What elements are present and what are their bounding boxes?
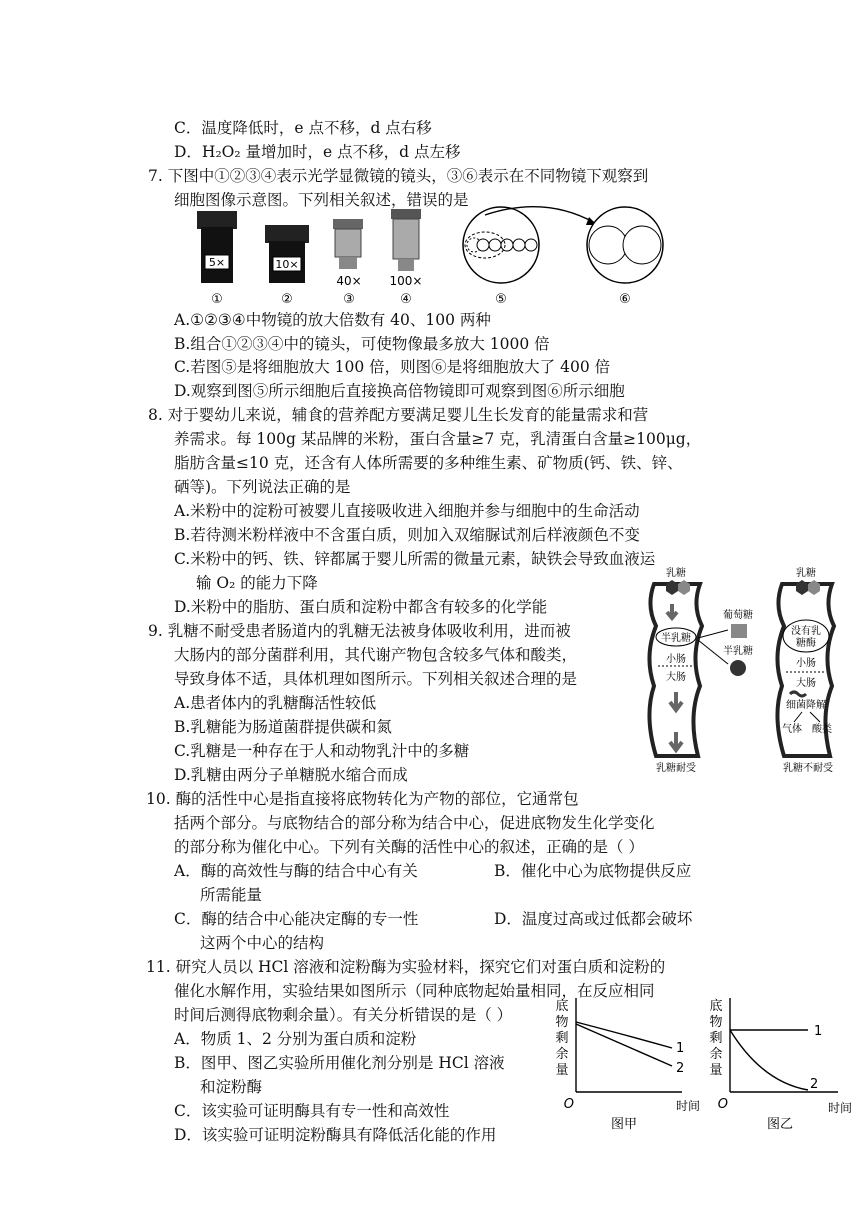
galactose-label: 半乳糖	[661, 633, 691, 644]
q11-option-b-line1: B．图甲、图乙实验所用催化剂分别是 HCl 溶液	[174, 1054, 505, 1072]
q10-option-c: C．酶的结合中心能决定酶的专一性	[174, 910, 419, 928]
intestine-tolerant	[649, 566, 702, 774]
small-intestine-left: 小肠	[666, 654, 686, 665]
q7-option-c: C.若图⑤是将细胞放大 100 倍，则图⑥是将细胞放大了 400 倍	[174, 358, 611, 376]
q9-option-d: D.乳糖由两分子单糖脱水缩合而成	[174, 766, 408, 784]
graph-yi	[709, 998, 852, 1132]
eyepiece-10x-icon	[265, 225, 309, 283]
curve-a-2	[576, 1024, 672, 1066]
num-4: ④	[400, 292, 412, 307]
origin-a: O	[563, 1097, 574, 1112]
q11-option-b-line2: 和淀粉酶	[200, 1078, 263, 1096]
objective-100x-icon	[390, 209, 423, 288]
lens3-label: 40×	[336, 274, 362, 288]
q10-stem-line2: 括两个部分。与底物结合的部分称为结合中心，促进底物发生化学变化	[174, 814, 655, 832]
q11-stem-line2: 催化水解作用，实验结果如图所示（同种底物起始量相同，在反应相同	[174, 982, 655, 1000]
bacteria-label: 细菌降解	[786, 700, 826, 711]
num-5: ⑤	[495, 292, 507, 307]
q8-stem-line3: 脂肪含量≤10 克，还含有人体所需要的多种维生素、矿物质(钙、铁、锌、	[174, 454, 683, 472]
large-intestine-left: 大肠	[666, 672, 686, 683]
q9-stem-line2: 大肠内的部分菌群利用，其代谢产物包含较多气体和酸类，	[174, 646, 578, 664]
caption-b: 图乙	[766, 1117, 794, 1132]
q9-stem-line3: 导致身体不适，具体机理如图所示。下列相关叙述合理的是	[174, 670, 578, 688]
origin-b: O	[717, 1097, 728, 1112]
graph-jia	[555, 998, 700, 1132]
field-of-view-6	[587, 207, 663, 283]
acid-label: 酸类	[812, 724, 832, 735]
tolerant-label: 乳糖耐受	[656, 763, 696, 774]
large-intestine-right: 大肠	[796, 678, 816, 689]
q8-stem-line1: 8. 对于婴幼儿来说，辅食的营养配方要满足婴儿生长发育的能量需求和营	[148, 406, 649, 424]
q8-option-b: B.若待测米粉样液中不含蛋白质，则加入双缩脲试剂后样液颜色不变	[174, 526, 640, 544]
q9-option-c: C.乳糖是一种存在于人和动物乳汁中的多糖	[174, 742, 470, 760]
lens1-label: 5×	[208, 256, 226, 269]
microscope-lens-figure	[185, 205, 675, 310]
xlabel-a: 时间	[676, 1099, 701, 1113]
q11-stem-line3: 时间后测得底物剩余量）。有关分析错误的是（ ）	[174, 1006, 513, 1024]
q7-option-d: D.观察到图⑤所示细胞后直接换高倍物镜即可观察到图⑥所示细胞	[174, 382, 625, 400]
no-enzyme-label-1: 没有乳	[791, 626, 821, 637]
q7-stem-line1: 7. 下图中①②③④表示光学显微镜的镜头，③⑥表示在不同物镜下观察到	[148, 167, 649, 185]
gas-label: 气体	[782, 724, 802, 735]
ylabel-a-1: 底	[555, 999, 569, 1014]
q8-option-a: A.米粉中的淀粉可被婴儿直接吸收进入细胞并参与细胞中的生命活动	[174, 502, 640, 520]
q10-option-a: A．酶的高效性与酶的结合中心有关	[174, 862, 418, 880]
lactose-label-left: 乳糖	[666, 568, 686, 579]
q9-stem-line1: 9. 乳糖不耐受患者肠道内的乳糖无法被身体吸收利用，进而被	[148, 622, 571, 640]
eyepiece-5x-icon	[197, 211, 237, 283]
ylabel-b-5: 量	[709, 1063, 723, 1078]
curve-a-1-label: 1	[676, 1041, 685, 1056]
ylabel-a-5: 量	[555, 1063, 569, 1078]
q10-stem-line1: 10. 酶的活性中心是指直接将底物转化为产物的部位，它通常包	[146, 790, 579, 808]
intolerant-label: 乳糖不耐受	[783, 763, 833, 774]
q10-option-d-line1: D．温度过高或过低都会破坏	[494, 910, 693, 928]
q8-stem-line2: 养需求。每 100g 某品牌的米粉，蛋白含量≥7 克，乳清蛋白含量≥100μg，	[174, 430, 702, 448]
curve-a-1	[576, 1022, 672, 1048]
num-2: ②	[281, 292, 293, 307]
ylabel-a-4: 余	[555, 1047, 569, 1062]
ylabel-a-2: 物	[555, 1015, 569, 1030]
curve-b-1-label: 1	[814, 1024, 823, 1039]
q7-option-b: B.组合①②③④中的镜头，可使物像最多放大 1000 倍	[174, 335, 550, 353]
q7-option-a: A.①②③④中物镜的放大倍数有 40、100 两种	[174, 311, 491, 329]
q11-option-d: D．该实验可证明淀粉酶具有降低活化能的作用	[174, 1126, 497, 1144]
q11-stem-line1: 11. 研究人员以 HCl 溶液和淀粉酶为实验材料，探究它们对蛋白质和淀粉的	[146, 958, 666, 976]
xlabel-b: 时间	[828, 1101, 853, 1115]
intestine-intolerant	[777, 566, 834, 774]
q11-option-c: C．该实验可证明酶具有专一性和高效性	[174, 1102, 450, 1120]
curve-b-2-label: 2	[810, 1077, 819, 1092]
q8-option-d: D.米粉中的脂肪、蛋白质和淀粉中都含有较多的化学能	[174, 598, 548, 616]
q8-option-c-line2: 输 O₂ 的能力下降	[196, 574, 318, 592]
q6-option-d: D．H₂O₂ 量增加时，e 点不移，d 点左移	[174, 143, 461, 161]
substrate-graphs	[552, 992, 858, 1142]
ylabel-a-3: 剩	[555, 1031, 569, 1046]
q8-stem-line4: 硒等)。下列说法正确的是	[174, 478, 351, 496]
num-6: ⑥	[619, 292, 631, 307]
q10-option-b-line2: 所需能量	[200, 886, 263, 904]
lactose-label-right: 乳糖	[796, 568, 816, 579]
lens2-label: 10×	[275, 258, 299, 271]
q6-option-c: C．温度降低时，e 点不移，d 点右移	[174, 119, 432, 137]
q11-option-a: A．物质 1、2 分别为蛋白质和淀粉	[174, 1030, 417, 1048]
q9-option-b: B.乳糖能为肠道菌群提供碳和氮	[174, 718, 392, 736]
num-3: ③	[343, 292, 355, 307]
q7-stem-line2: 细胞图像示意图。下列相关叙述，错误的是	[174, 191, 469, 209]
objective-40x-icon	[333, 219, 363, 288]
ylabel-b-1: 底	[709, 999, 723, 1014]
q9-option-a: A.患者体内的乳糖酶活性较低	[174, 694, 377, 712]
glucose-label: 葡萄糖	[723, 610, 753, 621]
ylabel-b-2: 物	[709, 1015, 723, 1030]
lens4-label: 100×	[389, 274, 423, 288]
num-1: ①	[211, 292, 223, 307]
ylabel-b-3: 剩	[709, 1031, 723, 1046]
galactose-label-mid: 半乳糖	[723, 646, 753, 657]
q10-stem-line3: 的部分称为催化中心。下列有关酶的活性中心的叙述，正确的是（ ）	[174, 838, 644, 856]
q10-option-b-line1: B．催化中心为底物提供反应	[494, 862, 692, 880]
q8-option-c-line1: C.米粉中的钙、铁、锌都属于婴儿所需的微量元素，缺铁会导致血液运	[174, 550, 656, 568]
lactose-mechanism-figure	[632, 566, 854, 778]
caption-a: 图甲	[610, 1117, 638, 1132]
ylabel-b-4: 余	[709, 1047, 723, 1062]
curve-b-2	[730, 1030, 808, 1090]
curve-a-2-label: 2	[676, 1061, 685, 1076]
q10-option-d-line2: 这两个中心的结构	[200, 934, 325, 952]
no-enzyme-label-2: 糖酶	[796, 638, 816, 649]
small-intestine-right: 小肠	[796, 658, 816, 669]
field-of-view-5	[463, 207, 539, 283]
